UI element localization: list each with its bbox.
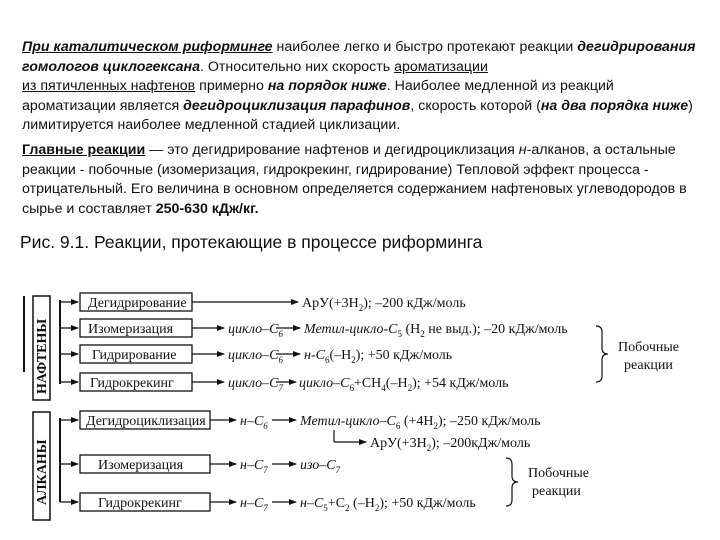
box-label-hydrocracking: Гидрокрекинг xyxy=(90,376,174,391)
product-cyclo-c6-methane: цикло–$C_6+CH_4(-H_2)$; +54 кДж/моль xyxy=(299,376,509,393)
text-underlined: из пятичленных нафтенов xyxy=(22,78,196,95)
text-plain: ) лимитируется наиболее медленной стадией циклизации. xyxy=(22,97,693,134)
feed-n-c6: $н-C_6$ xyxy=(240,414,268,431)
text-bold-underlined: При каталитическом риформинге xyxy=(22,39,273,55)
box-label-dehydrogenation: Дегидрирование xyxy=(88,296,187,311)
box-label-isomerization: Изомеризация xyxy=(88,322,174,337)
text-plain: . Наиболее медленной из реакций ароматизации является xyxy=(22,78,614,114)
feed-n-c7-1: $н-C_7$ xyxy=(240,458,268,475)
product-methylcyclohexane: Метил-$цикло-C_6$ $(+4H_2)$; –250 кДж/моль xyxy=(300,414,541,431)
naphthenes-label: НАФТЕНЫ xyxy=(35,318,50,394)
figure-caption: Рис. 9.1. Реакции, протекающие в процессе риформинга xyxy=(20,232,483,252)
side-reactions-label-bottom-1: Побочные xyxy=(528,466,590,481)
feed-cyclo-c6-2: цикло–$C_6$ xyxy=(228,348,283,365)
text-bold-underlined: Главные реакции xyxy=(22,142,146,158)
product-aromatics-1: $АрУ(+3H_2)$; –200 кДж/моль xyxy=(302,296,466,313)
text-plain: . Относительно них скорость xyxy=(199,58,395,75)
text-plain: — это дегидрирование нафтенов и дегидроциклизация xyxy=(145,142,519,158)
text-bold-italic: на порядок ниже xyxy=(267,78,387,95)
text-bold-italic: дегидроциклизация парафинов xyxy=(183,97,411,114)
product-iso-c7: изо–$C_7$ xyxy=(300,458,341,475)
feed-cyclo-c7: цикло–$C_7$ xyxy=(228,376,283,393)
text-italic: н xyxy=(518,142,527,158)
box-label-hydrocracking-alkanes: Гидрокрекинг xyxy=(98,496,182,511)
feed-n-c7-2: $н-C_7$ xyxy=(240,496,268,513)
side-reactions-brace-bottom xyxy=(506,458,518,506)
text-plain: , скорость которой ( xyxy=(410,97,541,114)
text-underlined: ароматизации xyxy=(394,58,488,75)
text-bold: 250-630 кДж/кг. xyxy=(155,200,259,217)
text-plain: наиболее легко и быстро протекают реакции xyxy=(272,39,578,55)
text-plain: -алканов, а остальные реакции - побочные (изомеризация, гидрокрекинг, гидрирование) Тепловой эффект процесса - отрицательный. Его величина в основном определяется содержанием нафтеновых углеводородов в сырье и составляет xyxy=(22,142,687,217)
text-bold-italic: дегидрирования гомологов циклогексана xyxy=(22,39,696,75)
box-label-isomerization-alkanes: Изомеризация xyxy=(98,458,184,473)
side-reactions-label-top-1: Побочные xyxy=(618,340,680,355)
product-methylcyclopentane: Метил-$цикло-C_5$ ($H_2$ не выд.); –20 кДж/моль xyxy=(304,322,568,339)
box-label-dehydrocyclization: Дегидроциклизация xyxy=(86,414,206,429)
text-bold-italic: на два порядка ниже xyxy=(540,97,689,114)
product-aromatics-2: $АрУ(+3H_2)$; –200кДж/моль xyxy=(370,436,531,453)
box-label-hydrogenation: Гидрирование xyxy=(92,348,177,363)
side-reactions-brace-top xyxy=(596,326,608,382)
text-plain: примерно xyxy=(195,78,268,95)
feed-cyclo-c6-1: цикло–$C_6$ xyxy=(228,322,283,339)
product-n-hexane: $н-C_6(-H_2)$; +50 кДж/моль xyxy=(304,348,453,365)
side-reactions-label-top-2: реакции xyxy=(624,358,673,373)
side-reactions-label-bottom-2: реакции xyxy=(532,484,581,499)
product-n-c5-c2: $н-C_5+C_2$ $(-H_2)$; +50 кДж/моль xyxy=(300,496,476,513)
alkanes-label: АЛКАНЫ xyxy=(35,439,50,505)
